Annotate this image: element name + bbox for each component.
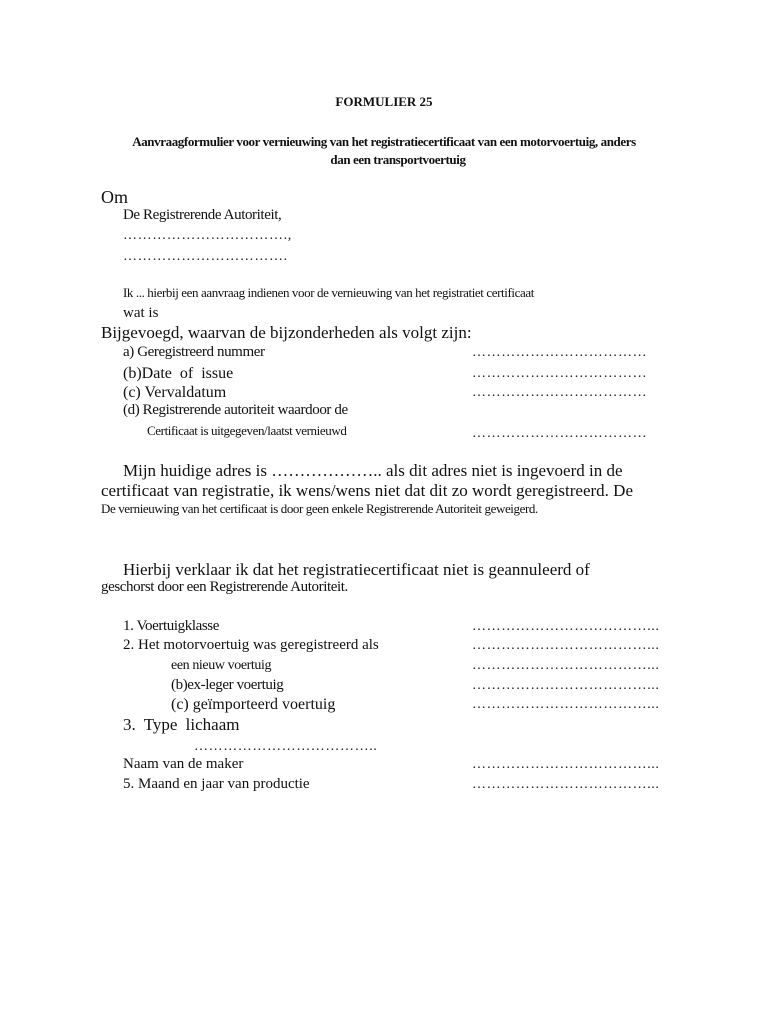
salutation-om: Om [101,187,128,207]
ex-army-vehicle-option: (b)ex-leger voertuig [171,677,284,693]
address-paragraph-line-3: De vernieuwing van het certificaat is door geen enkele Registrerende Autoriteit geweigerd. [101,501,538,516]
authority-label: De Registrerende Autoriteit, [123,207,282,223]
particular-d-dots: ……………………………… [472,426,648,441]
request-line-2: wat is [123,305,159,321]
address-paragraph-line-1: Mijn huidige adres is ……………….. als dit adres niet is ingevoerd in de [123,461,623,480]
production-date-dots: ………………………………... [472,777,660,792]
request-line-3: Bijgevoegd, waarvan de bijzonderheden als volgt zijn: [101,323,472,342]
address-dots-line-1: ……………………………., [123,228,292,243]
particular-authority-line-2: Certificaat is uitgegeven/laatst vernieuwd [147,423,347,438]
particular-c-dots: ……………………………… [472,385,648,400]
particular-expiry-date: (c) Vervaldatum [123,384,227,401]
particular-registered-number: a) Geregistreerd nummer [123,344,265,360]
body-type-label: 3. Type lichaam [123,715,240,734]
form-number-title: FORMULIER 25 [335,94,433,109]
body-type-dots: ……………………………….. [194,739,378,754]
declaration-line-1: Hierbij verklaar ik dat het registratiecertificaat niet is geannuleerd of [123,560,590,579]
particular-date-of-issue: (b)Date of issue [123,365,234,382]
address-paragraph-line-2: certificaat van registratie, ik wens/wens niet dat dit zo wordt geregistreerd. De [101,481,633,500]
registered-as-label: 2. Het motorvoertuig was geregistreerd als [123,637,379,653]
imported-vehicle-option: (c) geïmporteerd voertuig [171,696,336,713]
particular-authority-line-1: (d) Registrerende autoriteit waardoor de [123,402,348,418]
production-date-label: 5. Maand en jaar van productie [123,776,310,792]
ex-army-vehicle-dots: ………………………………... [472,678,660,693]
maker-name-label: Naam van de maker [123,756,244,772]
new-vehicle-option: een nieuw voertuig [171,658,272,673]
imported-vehicle-dots: ………………………………... [472,697,660,712]
new-vehicle-dots: ………………………………... [472,658,660,673]
form-subtitle-line-2: dan een transportvoertuig [330,152,466,167]
particular-b-dots: ……………………………… [472,366,648,381]
declaration-line-2: geschorst door een Registrerende Autoriteit. [101,579,348,595]
vehicle-class-dots: ………………………………... [472,619,660,634]
address-dots-line-2: ……………………………. [123,249,288,264]
registered-as-dots: ………………………………... [472,638,660,653]
maker-name-dots: ………………………………... [472,757,660,772]
form-subtitle-line-1: Aanvraagformulier voor vernieuwing van het registratiecertificaat van een motorvoertuig, anders [132,134,636,149]
request-line-1: Ik ... hierbij een aanvraag indienen voor de vernieuwing van het registratiet certificaat [123,285,534,300]
particular-a-dots: ……………………………… [472,345,648,360]
vehicle-class-label: 1. Voertuigklasse [123,618,219,634]
